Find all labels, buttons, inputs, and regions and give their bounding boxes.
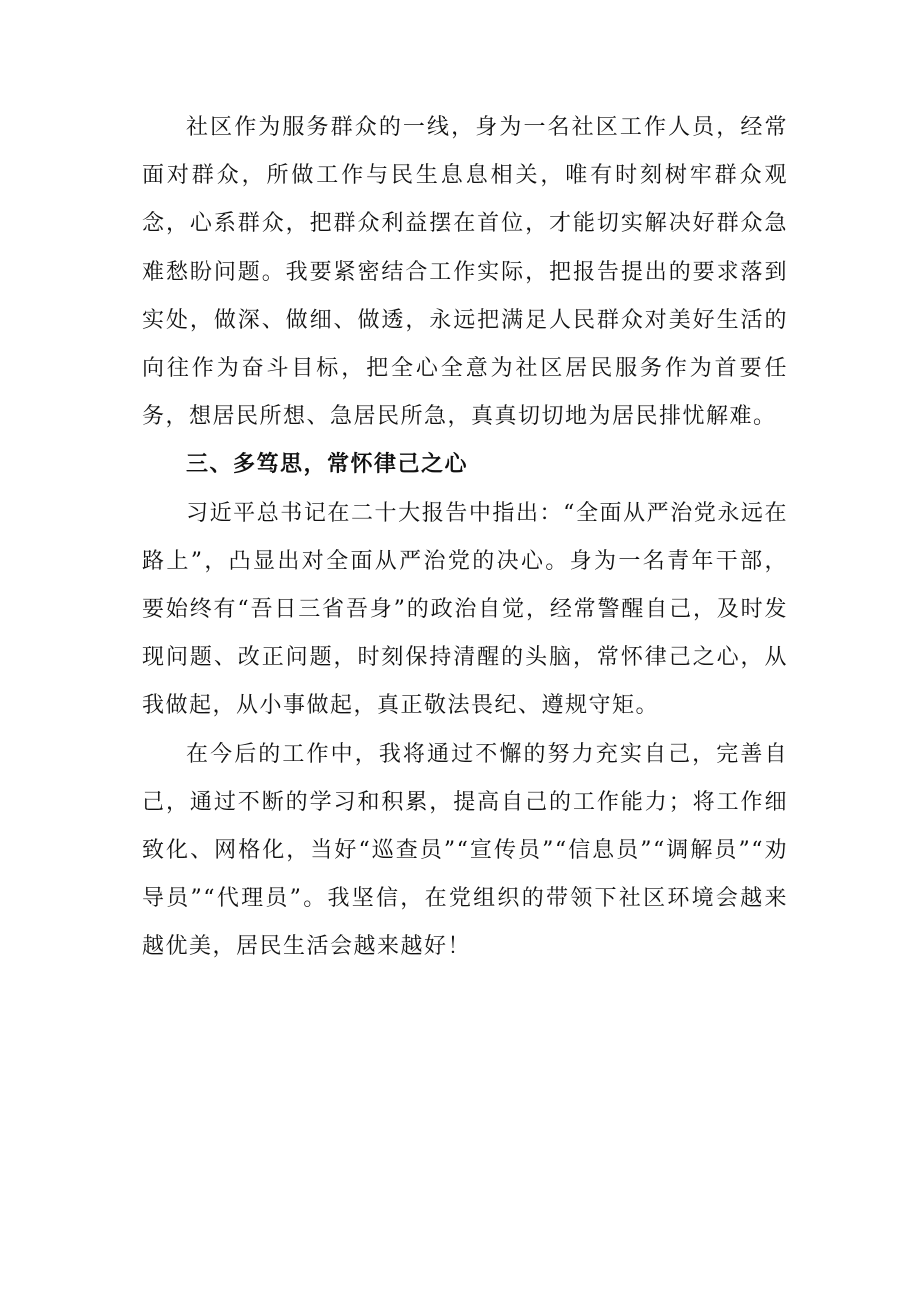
section-heading-3: 三、多笃思，常怀律己之心 (186, 452, 469, 478)
paragraph-strict-governance: 习近平总书记在二十大报告中指出：“全面从严治党永远在路上”，凸显出对全面从严治党的决心。身为一名青年干部，要始终有“吾日三省吾身”的政治自觉，经常警醒自己，及时发现问题、改正问题，时刻保持清醒的头脑，常怀律己之心，从我做起，从小事做起，真正敬法畏纪、遵规守矩。 (142, 500, 788, 719)
paragraph-community-service: 社区作为服务群众的一线，身为一名社区工作人员，经常面对群众，所做工作与民生息息相关，唯有时刻树牢群众观念，心系群众，把群众利益摆在首位，才能切实解决好群众急难愁盼问题。我要紧密结合工作实际，把报告提出的要求落到实处，做深、做细、做透，永远把满足人民群众对美好生活的向往作为奋斗目标，把全心全意为社区居民服务作为首要任务，想居民所想、急居民所急，真真切切地为居民排忧解难。 (142, 115, 788, 430)
paragraph-future-work: 在今后的工作中，我将通过不懈的努力充实自己，完善自己，通过不断的学习和积累，提高自己的工作能力；将工作细致化、网格化，当好“巡查员”“宣传员”“信息员”“调解员”“劝导员”“代理员”。我坚信，在党组织的带领下社区环境会越来越优美，居民生活会越来越好！ (142, 741, 788, 960)
document-page (142, 104, 788, 972)
